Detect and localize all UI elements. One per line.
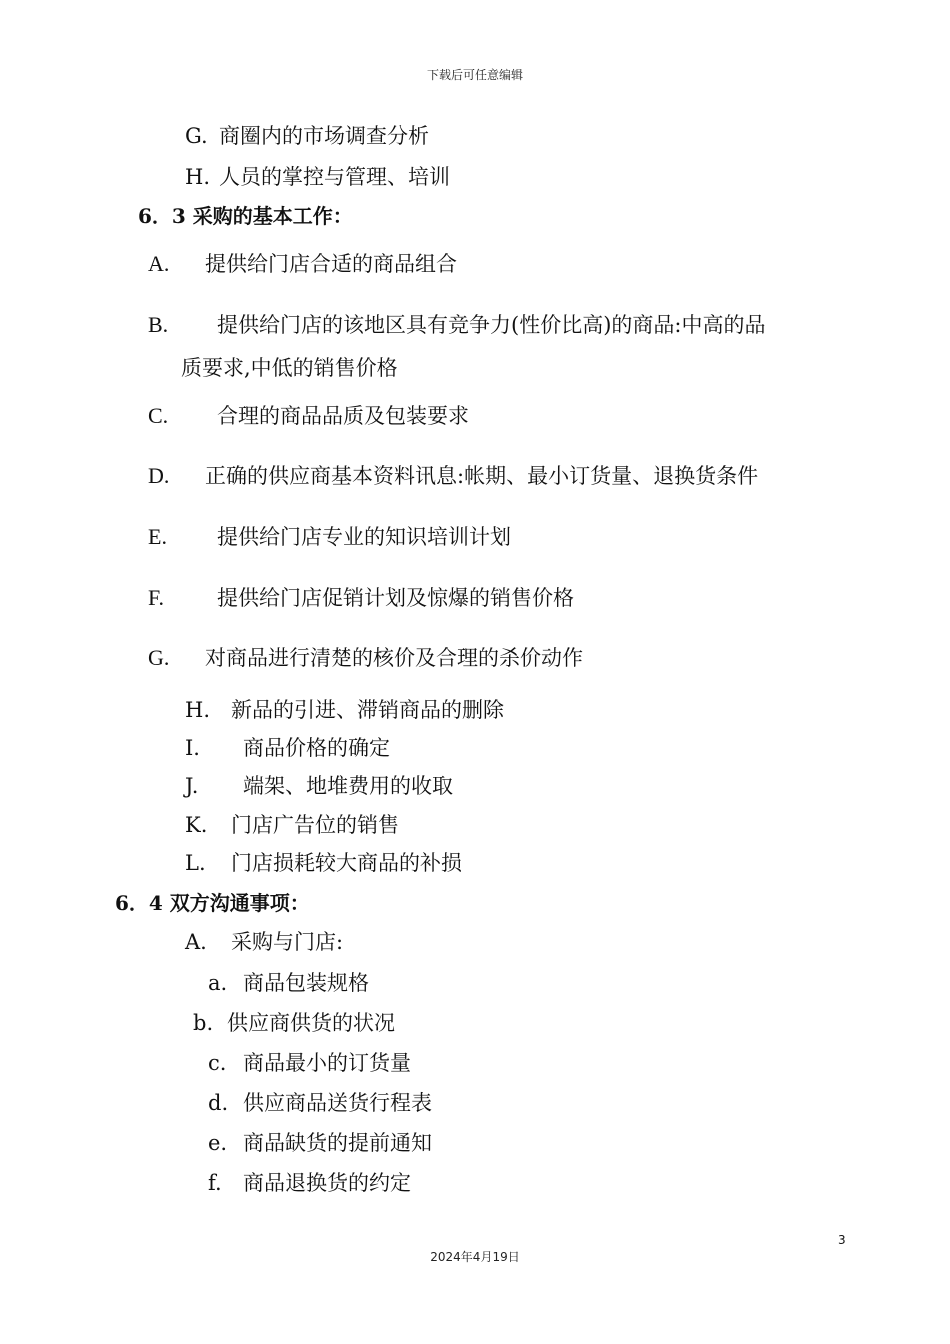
list-marker: G. <box>185 124 208 148</box>
list-item-text: 提供给门店合适的商品组合 <box>205 252 457 276</box>
list-item <box>208 1169 411 1197</box>
page-number: 3 <box>838 1233 846 1247</box>
list-item <box>208 1049 411 1077</box>
list-marker: c. <box>208 1051 227 1075</box>
list-item-text: 新品的引进、滞销商品的删除 <box>231 698 504 722</box>
list-marker: e. <box>208 1131 228 1155</box>
list-item-text: 人员的掌控与管理、培训 <box>219 165 450 189</box>
list-item <box>208 1089 432 1117</box>
list-item <box>185 696 504 724</box>
list-marker: E. <box>148 524 167 549</box>
list-item <box>148 644 583 672</box>
list-item-text: 门店广告位的销售 <box>231 813 399 837</box>
list-marker: B. <box>148 312 169 337</box>
list-item-text: 商品价格的确定 <box>243 736 390 760</box>
list-item-text: 门店损耗较大商品的补损 <box>231 851 462 875</box>
list-item-text: 供应商供货的状况 <box>227 1011 395 1035</box>
list-marker: D. <box>148 463 170 488</box>
list-marker: C. <box>148 403 169 428</box>
list-item-text: 对商品进行清楚的核价及合理的杀价动作 <box>205 646 583 670</box>
list-item-text: 提供给门店专业的知识培训计划 <box>217 525 511 549</box>
list-item <box>148 250 457 278</box>
list-marker: L. <box>185 851 206 875</box>
list-item-text: 商品缺货的提前通知 <box>243 1131 432 1155</box>
list-item <box>185 122 429 150</box>
list-item-continuation: 质要求,中低的销售价格 <box>181 356 398 380</box>
list-marker: A. <box>185 930 207 954</box>
list-item <box>148 523 511 551</box>
list-item-text: 商品退换货的约定 <box>243 1171 411 1195</box>
list-item-text: 提供给门店促销计划及惊爆的销售价格 <box>217 586 574 610</box>
list-marker: d. <box>208 1091 229 1115</box>
section-heading-6-3: 6．3 采购的基本工作： <box>138 204 353 228</box>
list-marker: I. <box>185 736 200 760</box>
list-item <box>208 1129 432 1157</box>
list-item-text: 商品包装规格 <box>243 971 369 995</box>
list-item <box>148 402 469 430</box>
list-marker: f. <box>208 1171 222 1195</box>
list-item <box>148 311 765 339</box>
list-item <box>185 772 453 800</box>
list-item <box>148 462 758 490</box>
list-item-text: 正确的供应商基本资料讯息:帐期、最小订货量、退换货条件 <box>205 464 759 488</box>
list-marker: K. <box>185 813 208 837</box>
list-marker: J. <box>185 774 199 798</box>
list-item <box>193 1009 395 1037</box>
list-marker: H. <box>185 165 210 189</box>
list-item <box>185 163 450 191</box>
list-marker: b. <box>193 1011 214 1035</box>
list-item-text: 供应商品送货行程表 <box>243 1091 432 1115</box>
list-marker: H. <box>185 698 210 722</box>
list-item <box>185 811 399 839</box>
page-header-note: 下载后可任意编辑 <box>426 68 523 82</box>
footer-date: 2024年4月19日 <box>430 1250 520 1264</box>
list-marker: F. <box>148 585 164 610</box>
list-item <box>148 584 574 612</box>
list-item-text: 采购与门店: <box>231 930 344 954</box>
list-item-text: 商品最小的订货量 <box>243 1051 411 1075</box>
list-item <box>185 734 390 762</box>
list-item <box>208 969 369 997</box>
list-item-text: 商圈内的市场调查分析 <box>219 124 429 148</box>
list-item-text: 端架、地堆费用的收取 <box>243 774 453 798</box>
list-marker: a. <box>208 971 228 995</box>
list-item-text: 提供给门店的该地区具有竞争力(性价比高)的商品:中高的品 <box>217 313 766 337</box>
list-item <box>185 928 343 956</box>
list-item <box>185 849 462 877</box>
list-marker: G. <box>148 645 170 670</box>
section-heading-6-4: 6．4 双方沟通事项： <box>115 891 310 915</box>
list-item-text: 合理的商品品质及包装要求 <box>217 404 469 428</box>
list-marker: A. <box>148 251 170 276</box>
